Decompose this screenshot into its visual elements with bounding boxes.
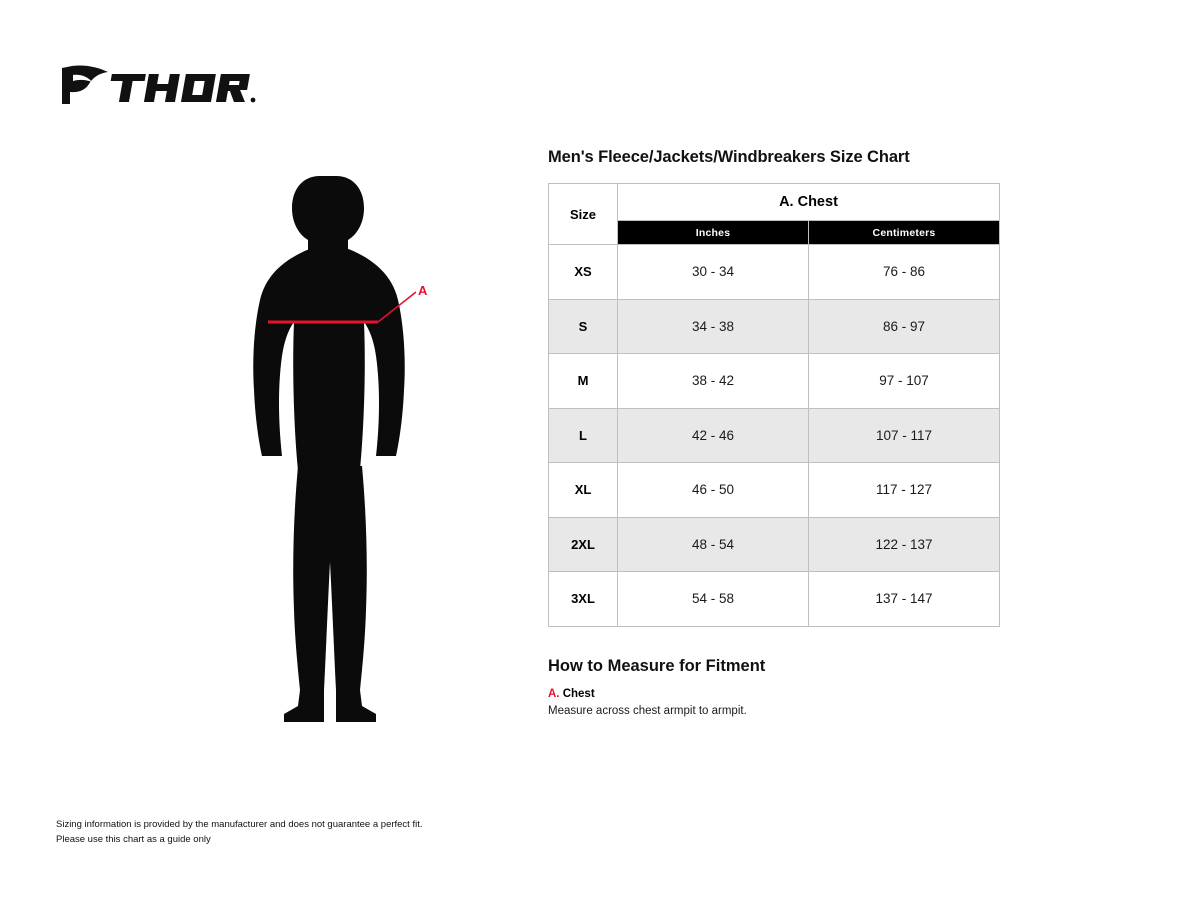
cell-size: XS (549, 245, 618, 300)
measure-item-label (548, 688, 1000, 700)
cell-centimeters: 107 - 117 (809, 408, 1000, 463)
body-silhouette-illustration (220, 170, 480, 730)
cell-size: XL (549, 463, 618, 518)
cell-centimeters: 86 - 97 (809, 299, 1000, 354)
cell-inches: 42 - 46 (618, 408, 809, 463)
column-header-group-chest: A. Chest (618, 184, 1000, 221)
disclaimer-line-1: Sizing information is provided by the manufacturer and does not guarantee a perfect fit. (56, 819, 423, 830)
column-header-inches: Inches (618, 221, 809, 245)
cell-size: 3XL (549, 572, 618, 627)
chest-callout-label: A (418, 283, 428, 298)
cell-centimeters: 137 - 147 (809, 572, 1000, 627)
male-body-silhouette-icon (220, 170, 480, 730)
cell-inches: 46 - 50 (618, 463, 809, 518)
how-to-measure-title: How to Measure for Fitment (548, 656, 766, 675)
table-row (549, 463, 1000, 518)
cell-inches: 48 - 54 (618, 517, 809, 572)
disclaimer-line-2: Please use this chart as a guide only (56, 833, 211, 845)
brand-logo (56, 62, 256, 110)
cell-size: S (549, 299, 618, 354)
cell-inches: 30 - 34 (618, 245, 809, 300)
cell-size: M (549, 354, 618, 409)
cell-centimeters: 117 - 127 (809, 463, 1000, 518)
cell-centimeters: 122 - 137 (809, 517, 1000, 572)
disclaimer (56, 818, 423, 847)
measure-item-letter: A. (548, 687, 560, 700)
cell-inches: 34 - 38 (618, 299, 809, 354)
table-row (549, 572, 1000, 627)
table-row (549, 517, 1000, 572)
table-head (549, 184, 1000, 245)
table-row (549, 408, 1000, 463)
cell-inches: 54 - 58 (618, 572, 809, 627)
measure-item (548, 688, 1000, 717)
cell-size: 2XL (549, 517, 618, 572)
table-header-row-group (549, 184, 1000, 221)
column-header-size: Size (549, 184, 618, 245)
cell-size: L (549, 408, 618, 463)
cell-inches: 38 - 42 (618, 354, 809, 409)
size-chart-panel (548, 148, 1000, 717)
size-chart-table (548, 183, 1000, 627)
page-title: Men's Fleece/Jackets/Windbreakers Size Chart (548, 148, 910, 166)
cell-centimeters: 76 - 86 (809, 245, 1000, 300)
column-header-centimeters: Centimeters (809, 221, 1000, 245)
cell-centimeters: 97 - 107 (809, 354, 1000, 409)
measure-item-name: Chest (562, 687, 595, 700)
table-row (549, 299, 1000, 354)
table-row (549, 354, 1000, 409)
table-row (549, 245, 1000, 300)
table-body (549, 245, 1000, 627)
thor-helmet-logo (56, 62, 256, 110)
measure-item-description: Measure across chest armpit to armpit. (548, 704, 747, 717)
